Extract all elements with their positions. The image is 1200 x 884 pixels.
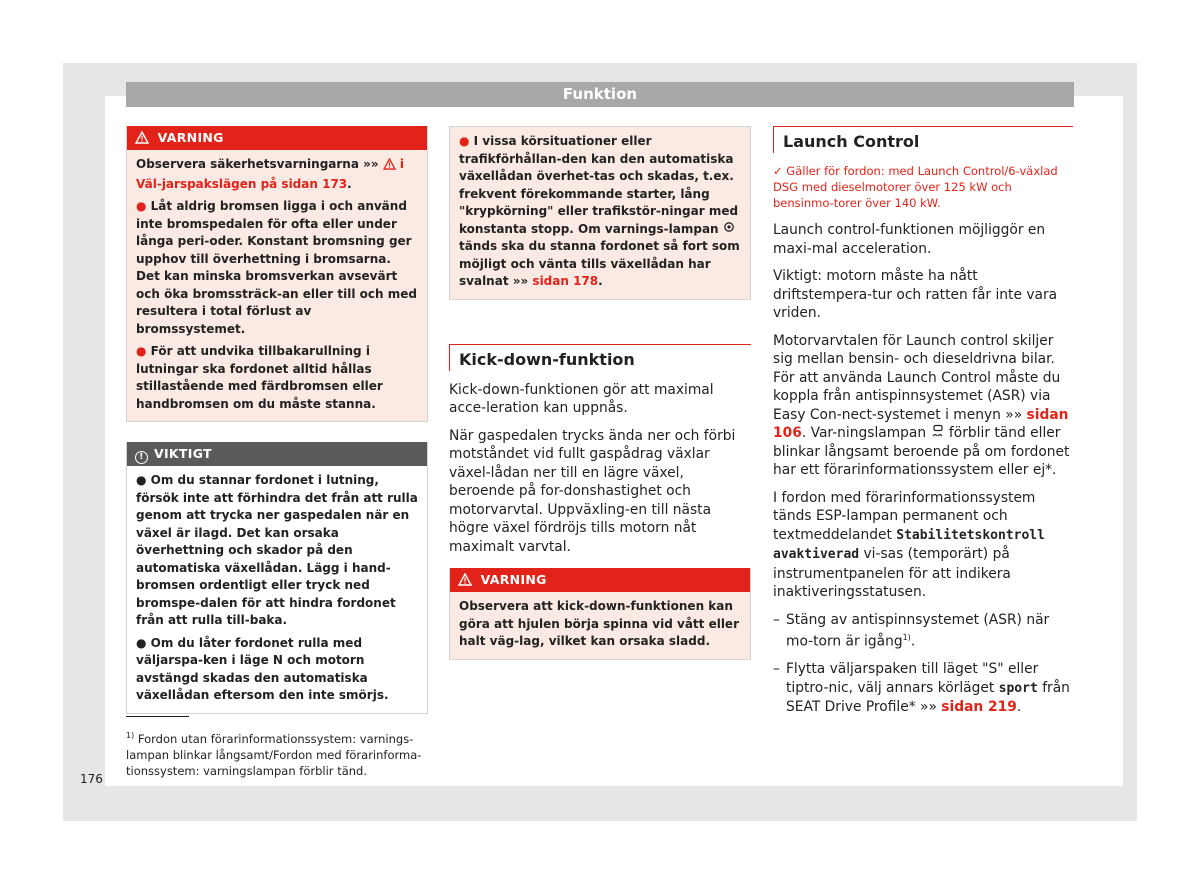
launch-paragraph-3-mid: . Var-ningslampan [801,425,927,441]
note-body [127,466,427,713]
continued-text-part-2: tänds ska du stanna fordonet så fort som möjligt och vänta tills växellådan har svalnat »» [459,239,740,288]
bullet-icon: ● [136,635,151,650]
note-bullet-1-text: Om du stannar fordonet i lutning, försök inte att förhindra det från att rulla genom att trycka ner gaspedalen när en växel är ilagd. Det kan orsaka överhettning och skador på den automatiska växellådan. Lägg i hand-bromsen ordentligt eller tryck ned bromspe-dalen för att hindra fordonet från att rulla till-baka. [136,473,418,627]
kickdown-warning-box [449,568,751,660]
step-1-text: Stäng av antispinnsystemet (ASR) när mo-torn är igång [786,611,1050,650]
warning-triangle-icon [135,128,149,152]
warning-box-continued [449,126,751,300]
dash-marker: – [773,661,780,678]
launch-paragraph-3-text: Motorvarvtalen för Launch control skiljer sig mellan bensin- och dieseldrivna bilar. För att använda Launch Control måste du koppla från antispinnsystemet (ASR) via Easy Con-nect-systemet i menyn »» [773,332,1061,423]
column-left [126,126,428,734]
note-label: VIKTIGT [154,446,212,461]
warning-label: VARNING [157,130,224,145]
drive-mode-sport: sport [998,680,1038,696]
kickdown-section-title: Kick-down-funktion [449,344,751,371]
warning-box [126,126,428,422]
dash-marker: – [773,611,780,628]
cross-reference-link[interactable]: sidan 178 [532,274,599,288]
launch-paragraph-4 [773,489,1073,602]
note-box [126,442,428,714]
info-icon: ! [135,451,148,464]
warning-continued-text [459,133,741,291]
footnote-mark: 1) [126,731,135,740]
warning-bullet-2 [136,343,418,413]
step-2-text: Flytta väljarspaken till läget "S" eller tiptro-nic, välj annars körläget [786,661,1039,696]
display-message-text: Stabilitetskontroll avaktiverad [773,527,1045,562]
footnote-text: Fordon utan förarinformationssystem: varnings-lampan blinkar långsamt/Fordon med förarinforma-tionssystem: varningslampan förblir tänd. [126,731,422,778]
kickdown-warning-text: Observera att kick-down-funktionen kan göra att hjulen börja spinna vid vått eller halt väg-lag, vilket kan orsaka sladd. [459,599,739,648]
warning-bullet-1-text: Låt aldrig bromsen ligga i och använd inte bromspedalen för ofta eller under långa peri-oder. Konstant bromsning ger upphov till överhettning i bromsarna. Det kan minska bromsverkan avsevärt och öka bromssträck-an eller till och med resultera i total förlust av bromssystemet. [136,199,417,336]
kickdown-paragraph-2: När gaspedalen trycks ända ner och förbi motståndet vid fullt gaspådrag växlar växel-lådan ner till en lägre växel, beroende på for-donshastighet och motorvarvtal. Uppväxling-en till nästa högre växel fördröjs tills motorn nåt maximalt varvtal. [449,427,736,555]
warning-triangle-small-icon [383,158,396,176]
cross-reference-link[interactable]: i Väl-jarspakslägen på sidan 173 [136,157,404,191]
note-bullet-2-text: Om du låter fordonet rulla med väljarspa-ken i läge N och motorn avstängd skadas den automatiska växellådan eftersom den inte smörjs. [136,635,389,702]
step-2-end: . [1016,699,1022,716]
step-item-1 [773,611,1073,652]
warning-continued-body [450,127,750,299]
applies-to-note: ✓ Gäller för fordon: med Launch Control/6-växlad DSG med dieselmotorer över 125 kW och bensinmo-torer över 140 kW. [773,164,1058,210]
traction-control-lamp-icon [931,424,945,443]
cross-reference-link[interactable]: sidan 106 [773,406,1069,441]
warning-bullet-1 [136,198,418,338]
column-middle [449,126,751,680]
launch-paragraph-1: Launch control-funktionen möjliggör en maxi-mal acceleration. [773,222,1046,257]
footnote-ref: 1) [902,633,911,642]
launch-control-title: Launch Control [773,126,1073,153]
note-bullet-2 [136,635,418,705]
bullet-icon: ● [136,199,151,213]
launch-paragraph-4-text: I fordon med förarinformationssystem tänds ESP-lampan permanent och textmeddelandet [773,489,1036,543]
warning-intro [136,156,418,193]
kickdown-paragraph-1: Kick-down-funktionen gör att maximal acce-leration kan uppnås. [449,381,714,416]
column-right [773,126,1073,726]
warning-header [127,126,427,150]
footnote-divider [126,716,189,717]
kickdown-warning-header [450,568,750,592]
continued-text-end: . [598,274,603,288]
warning-bullet-2-text: För att undvika tillbakarullning i lutningar ska fordonet alltid hållas stillastående med färdbromsen eller handbromsen om du måste stanna. [136,344,383,411]
step-2-mid: från SEAT Drive Profile* »» [786,679,1070,716]
warning-intro-text: Observera säkerhetsvarningarna »» [136,157,379,171]
launch-paragraph-3 [773,332,1073,480]
footnote [126,728,426,779]
warning-triangle-icon [458,570,472,594]
kickdown-warning-body [450,592,750,659]
note-bullet-1 [136,472,418,630]
bullet-icon: ● [136,344,151,358]
section-header: Funktion [126,82,1074,107]
step-item-2 [773,660,1073,717]
bullet-icon: ● [136,473,151,487]
launch-paragraph-2: Viktigt: motorn måste ha nått driftstempera-tur och ratten får inte vara vriden. [773,268,1058,321]
continued-text-part-1: I vissa körsituationer eller trafikförhållan-den kan den automatiska växellådan överhet-tas och skadas, t.ex. frekvent förekommande starter, lång "krypkörning" eller trafikstör-ningar med konstanta stopp. Om varnings-lampan [459,134,739,236]
launch-paragraph-4-end: vi-sas (temporärt) på instrumentpanelen för att indikera inaktiveringsstatusen. [773,546,1011,600]
note-header [127,442,427,466]
cross-reference-link[interactable]: sidan 219 [941,699,1017,716]
kickdown-warning-label: VARNING [480,572,547,587]
gearbox-warning-lamp-icon [723,221,735,239]
launch-paragraph-3-end: förblir tänd eller blinkar långsamt beroende på om fordonet har ett förarinformationssystem eller ej*. [773,425,1070,478]
warning-body [127,150,427,421]
warning-intro-end: . [347,176,352,191]
step-1-end: . [910,633,916,650]
bullet-icon: ● [459,134,474,148]
page-number: 176 [80,772,103,786]
